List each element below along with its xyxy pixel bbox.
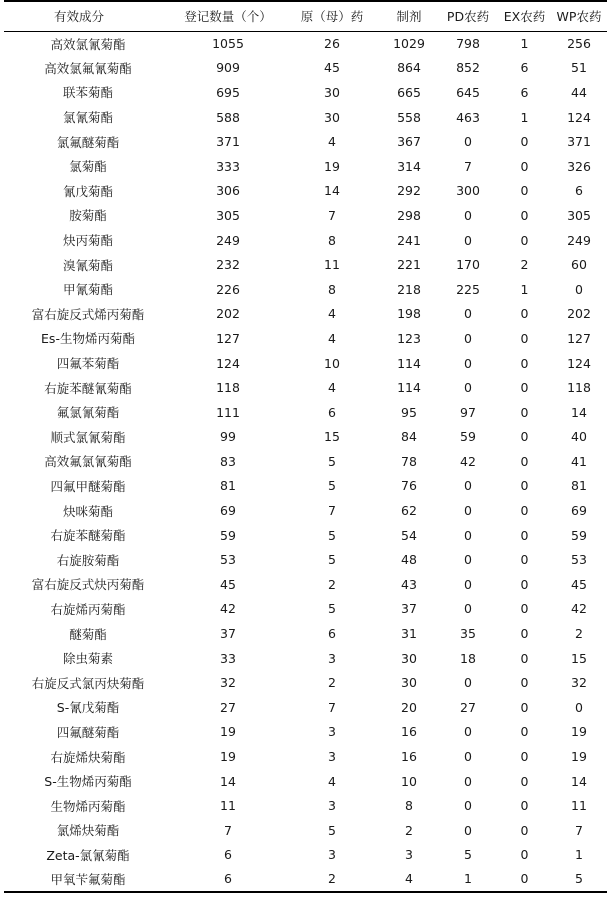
pd-cell: 0 <box>464 503 472 519</box>
table-row <box>4 621 607 646</box>
ingredient-cell: Zeta-氯氰菊酯 <box>46 847 130 863</box>
wp-cell: 326 <box>567 158 591 174</box>
ex-cell: 0 <box>520 650 529 666</box>
ingredient-cell: 右旋胺菊酯 <box>56 552 120 568</box>
pd-cell: 0 <box>464 601 472 617</box>
formulation-cell: 114 <box>397 380 421 396</box>
pd-cell: 0 <box>464 773 472 789</box>
ingredient-cell: 生物烯丙菊酯 <box>50 798 126 814</box>
ingredient-cell: 高效氯氟氰菊酯 <box>44 60 132 76</box>
ex-cell: 1 <box>520 36 529 52</box>
formulation-header: 制剂 <box>396 9 422 25</box>
pd-cell: 852 <box>456 60 480 76</box>
ingredient-cell: 氰戊菊酯 <box>62 183 113 199</box>
wp-cell: 59 <box>571 527 587 543</box>
technical-cell: 3 <box>328 798 336 814</box>
formulation-cell: 20 <box>401 699 417 715</box>
table-row <box>4 523 607 548</box>
pd-cell: 0 <box>464 330 472 346</box>
pd-cell: 35 <box>460 626 476 642</box>
table-row <box>4 31 607 56</box>
ex-cell: 0 <box>520 183 529 199</box>
table-row <box>4 105 607 130</box>
registration-count-cell: 27 <box>220 699 236 715</box>
ingredient-cell: 除虫菊素 <box>62 651 113 667</box>
ex-cell: 0 <box>520 675 529 691</box>
ingredient-cell: 溴氰菊酯 <box>62 257 113 273</box>
ingredient-cell: 高效氟氯氰菊酯 <box>44 454 132 470</box>
ex-cell: 0 <box>520 626 529 642</box>
wp-cell: 19 <box>571 749 587 765</box>
pd-cell: 0 <box>464 232 472 248</box>
table-row <box>4 547 607 572</box>
ingredient-cell: 炔丙菊酯 <box>62 233 113 249</box>
technical-cell: 4 <box>328 773 336 789</box>
ex-cell: 6 <box>520 84 529 100</box>
technical-cell: 11 <box>324 257 340 273</box>
registration-count-cell: 695 <box>216 84 240 100</box>
table-row <box>4 793 607 818</box>
ex-cell: 0 <box>520 601 529 617</box>
ex-cell: 0 <box>520 699 529 715</box>
table-row <box>4 769 607 794</box>
wp-cell: 69 <box>571 503 587 519</box>
registration-count-cell: 69 <box>220 503 236 519</box>
wp-cell: 41 <box>571 453 587 469</box>
registration-count-cell: 371 <box>216 134 240 150</box>
technical-cell: 3 <box>328 724 336 740</box>
wp-cell: 2 <box>575 626 583 642</box>
table-row <box>4 572 607 597</box>
formulation-cell: 43 <box>401 576 417 592</box>
table-row <box>4 449 607 474</box>
pd-cell: 0 <box>464 134 472 150</box>
ingredient-cell: 醚菊酯 <box>69 626 107 642</box>
pd-cell: 27 <box>460 699 476 715</box>
pyrethroid-registration-table <box>4 0 607 893</box>
table-row <box>4 720 607 745</box>
ingredient-cell: 高效氯氰菊酯 <box>50 36 126 52</box>
wp-cell: 0 <box>575 281 583 297</box>
ex-cell: 0 <box>520 232 529 248</box>
technical-cell: 30 <box>324 84 340 100</box>
pd-cell: 0 <box>464 724 472 740</box>
formulation-cell: 1029 <box>393 36 425 52</box>
pd-cell: 42 <box>460 453 476 469</box>
formulation-cell: 292 <box>397 183 421 199</box>
pd-cell: 97 <box>460 404 476 420</box>
technical-cell: 7 <box>328 503 336 519</box>
registration-count-cell: 6 <box>224 871 232 887</box>
table-body <box>4 31 607 892</box>
pd-cell: 0 <box>464 380 472 396</box>
wp-header: WP农药 <box>556 9 602 25</box>
registration-count-cell: 909 <box>216 60 240 76</box>
wp-cell: 32 <box>571 675 587 691</box>
registration-count-cell: 202 <box>216 306 240 322</box>
pd-cell: 0 <box>464 207 472 223</box>
ex-cell: 0 <box>520 429 529 445</box>
pd-cell: 5 <box>464 847 472 863</box>
formulation-cell: 10 <box>401 773 417 789</box>
registration-count-cell: 81 <box>220 478 236 494</box>
pd-cell: 170 <box>456 257 480 273</box>
table-row <box>4 670 607 695</box>
technical-cell: 14 <box>324 183 340 199</box>
table-row <box>4 843 607 868</box>
table-row <box>4 302 607 327</box>
registration-count-cell: 42 <box>220 601 236 617</box>
formulation-cell: 16 <box>401 749 417 765</box>
formulation-cell: 31 <box>401 626 417 642</box>
pd-cell: 645 <box>456 84 480 100</box>
formulation-cell: 558 <box>397 109 421 125</box>
table-row <box>4 326 607 351</box>
technical-cell: 3 <box>328 650 336 666</box>
ex-cell: 0 <box>520 404 529 420</box>
registration-count-cell: 111 <box>216 404 240 420</box>
wp-cell: 42 <box>571 601 587 617</box>
pd-cell: 300 <box>456 183 480 199</box>
table-row <box>4 277 607 302</box>
pd-cell: 0 <box>464 306 472 322</box>
ingredient-cell: 氯氰菊酯 <box>62 110 113 126</box>
formulation-cell: 37 <box>401 601 417 617</box>
formulation-cell: 123 <box>397 330 421 346</box>
technical-cell: 5 <box>328 822 336 838</box>
wp-cell: 124 <box>567 355 591 371</box>
wp-cell: 202 <box>567 306 591 322</box>
table-row <box>4 744 607 769</box>
formulation-cell: 198 <box>397 306 421 322</box>
table-row <box>4 375 607 400</box>
ingredient-cell: 四氟苯菊酯 <box>56 356 120 372</box>
formulation-cell: 665 <box>397 84 421 100</box>
registration-count-cell: 19 <box>220 749 236 765</box>
table-row <box>4 179 607 204</box>
pd-cell: 0 <box>464 576 472 592</box>
formulation-cell: 4 <box>405 871 413 887</box>
formulation-cell: 3 <box>405 847 413 863</box>
ingredient-header: 有效成分 <box>54 9 105 25</box>
ex-cell: 1 <box>520 109 529 125</box>
table-row <box>4 867 607 892</box>
technical-cell: 5 <box>328 601 336 617</box>
ex-cell: 0 <box>520 773 529 789</box>
technical-cell: 8 <box>328 281 336 297</box>
wp-cell: 11 <box>571 798 587 814</box>
ex-cell: 0 <box>520 724 529 740</box>
registration-count-cell: 232 <box>216 257 240 273</box>
pd-cell: 0 <box>464 822 472 838</box>
technical-cell: 19 <box>324 158 340 174</box>
wp-cell: 1 <box>575 847 583 863</box>
technical-cell: 2 <box>328 871 336 887</box>
wp-cell: 305 <box>567 207 591 223</box>
formulation-cell: 30 <box>401 650 417 666</box>
technical-cell: 7 <box>328 699 336 715</box>
registration-count-cell: 226 <box>216 281 240 297</box>
formulation-cell: 84 <box>401 429 417 445</box>
pd-cell: 0 <box>464 749 472 765</box>
ingredient-cell: 右旋反式氯丙炔菊酯 <box>31 675 145 691</box>
registration-table-container <box>4 0 607 893</box>
registration-count-cell: 118 <box>216 380 240 396</box>
registration-count-cell: 127 <box>216 330 240 346</box>
pd-cell: 0 <box>464 552 472 568</box>
ingredient-cell: 氟氯氰菊酯 <box>56 405 120 421</box>
table-row <box>4 474 607 499</box>
pd-cell: 1 <box>464 871 472 887</box>
ex-cell: 2 <box>520 257 529 273</box>
wp-cell: 53 <box>571 552 587 568</box>
pd-cell: 0 <box>464 675 472 691</box>
registration-count-cell: 588 <box>216 109 240 125</box>
table-row <box>4 351 607 376</box>
formulation-cell: 78 <box>401 453 417 469</box>
registration-count-cell: 45 <box>220 576 236 592</box>
technical-cell: 26 <box>324 36 340 52</box>
table-row <box>4 154 607 179</box>
technical-cell: 7 <box>328 207 336 223</box>
ex-cell: 0 <box>520 134 529 150</box>
ingredient-cell: 联苯菊酯 <box>62 85 113 101</box>
table-row <box>4 498 607 523</box>
formulation-cell: 314 <box>397 158 421 174</box>
ingredient-cell: 甲氰菊酯 <box>62 282 113 298</box>
ex-cell: 0 <box>520 503 529 519</box>
table-row <box>4 228 607 253</box>
registration-count-cell: 11 <box>220 798 236 814</box>
wp-cell: 51 <box>571 60 587 76</box>
formulation-cell: 48 <box>401 552 417 568</box>
ingredient-cell: 右旋苯醚氰菊酯 <box>44 380 132 396</box>
ex-header: EX农药 <box>503 9 546 25</box>
wp-cell: 127 <box>567 330 591 346</box>
wp-cell: 40 <box>571 429 587 445</box>
wp-cell: 371 <box>567 134 591 150</box>
ingredient-cell: 氯烯炔菊酯 <box>56 823 120 839</box>
technical-cell: 10 <box>324 355 340 371</box>
pd-cell: 0 <box>464 527 472 543</box>
wp-cell: 249 <box>567 232 591 248</box>
registration-count-cell: 59 <box>220 527 236 543</box>
table-row <box>4 425 607 450</box>
wp-cell: 15 <box>571 650 587 666</box>
wp-cell: 118 <box>567 380 591 396</box>
registration-count-cell: 124 <box>216 355 240 371</box>
technical-cell: 5 <box>328 552 336 568</box>
ex-cell: 0 <box>520 822 529 838</box>
ingredient-cell: S-氰戊菊酯 <box>56 700 120 716</box>
pd-cell: 798 <box>456 36 480 52</box>
formulation-cell: 114 <box>397 355 421 371</box>
formulation-cell: 218 <box>397 281 421 297</box>
registration-count-cell: 19 <box>220 724 236 740</box>
ex-cell: 0 <box>520 380 529 396</box>
table-row <box>4 695 607 720</box>
table-row <box>4 129 607 154</box>
table-row <box>4 252 607 277</box>
ingredient-cell: 氯氟醚菊酯 <box>56 134 120 150</box>
registration-count-cell: 306 <box>216 183 240 199</box>
formulation-cell: 8 <box>405 798 413 814</box>
formulation-cell: 864 <box>397 60 421 76</box>
ex-cell: 0 <box>520 871 529 887</box>
formulation-cell: 95 <box>401 404 417 420</box>
ex-cell: 0 <box>520 355 529 371</box>
ex-cell: 0 <box>520 330 529 346</box>
formulation-cell: 54 <box>401 527 417 543</box>
table-row <box>4 203 607 228</box>
technical-cell: 4 <box>328 330 336 346</box>
ingredient-cell: S-生物烯丙菊酯 <box>44 774 132 790</box>
formulation-cell: 76 <box>401 478 417 494</box>
technical-cell: 2 <box>328 675 336 691</box>
formulation-cell: 298 <box>397 207 421 223</box>
registration-count-cell: 249 <box>216 232 240 248</box>
technical-header: 原（母）药 <box>300 9 364 25</box>
wp-cell: 256 <box>567 36 591 52</box>
table-row <box>4 646 607 671</box>
registration-count-cell: 53 <box>220 552 236 568</box>
ex-cell: 0 <box>520 306 529 322</box>
ex-cell: 0 <box>520 478 529 494</box>
pd-cell: 0 <box>464 478 472 494</box>
formulation-cell: 367 <box>397 134 421 150</box>
ingredient-cell: 甲氧苄氟菊酯 <box>50 871 126 887</box>
ex-cell: 1 <box>520 281 529 297</box>
table-row <box>4 400 607 425</box>
technical-cell: 30 <box>324 109 340 125</box>
registration-count-cell: 305 <box>216 207 240 223</box>
pd-cell: 7 <box>464 158 472 174</box>
table-header <box>4 1 607 31</box>
pd-cell: 59 <box>460 429 476 445</box>
table-row <box>4 597 607 622</box>
wp-cell: 44 <box>571 84 587 100</box>
wp-cell: 60 <box>571 257 587 273</box>
technical-cell: 8 <box>328 232 336 248</box>
wp-cell: 5 <box>575 871 583 887</box>
technical-cell: 6 <box>328 404 336 420</box>
technical-cell: 3 <box>328 749 336 765</box>
registration-count-cell: 99 <box>220 429 236 445</box>
registration-count-cell: 6 <box>224 847 232 863</box>
table-row <box>4 80 607 105</box>
ingredient-cell: 顺式氯氰菊酯 <box>50 429 126 445</box>
formulation-cell: 2 <box>405 822 413 838</box>
technical-cell: 45 <box>324 60 340 76</box>
ingredient-cell: 富右旋反式烯丙菊酯 <box>31 306 145 322</box>
ex-cell: 0 <box>520 527 529 543</box>
table-row <box>4 56 607 81</box>
ingredient-cell: 胺菊酯 <box>69 208 107 224</box>
formulation-cell: 221 <box>397 257 421 273</box>
formulation-cell: 16 <box>401 724 417 740</box>
registration-count-cell: 32 <box>220 675 236 691</box>
ingredient-cell: 右旋烯丙菊酯 <box>50 601 126 617</box>
header-row <box>4 1 607 31</box>
ex-cell: 0 <box>520 158 529 174</box>
technical-cell: 3 <box>328 847 336 863</box>
technical-cell: 5 <box>328 478 336 494</box>
wp-cell: 7 <box>575 822 583 838</box>
wp-cell: 14 <box>571 404 587 420</box>
ex-cell: 6 <box>520 60 529 76</box>
technical-cell: 15 <box>324 429 340 445</box>
ingredient-cell: 富右旋反式炔丙菊酯 <box>31 577 145 593</box>
technical-cell: 4 <box>328 380 336 396</box>
ingredient-cell: 右旋烯炔菊酯 <box>50 749 126 765</box>
ingredient-cell: 四氟醚菊酯 <box>56 724 120 740</box>
ingredient-cell: Es-生物烯丙菊酯 <box>41 331 135 347</box>
registration-count-cell: 83 <box>220 453 236 469</box>
table-row <box>4 818 607 843</box>
technical-cell: 6 <box>328 626 336 642</box>
formulation-cell: 62 <box>401 503 417 519</box>
technical-cell: 4 <box>328 306 336 322</box>
ingredient-cell: 右旋苯醚菊酯 <box>50 528 126 544</box>
registration-count-cell: 33 <box>220 650 236 666</box>
pd-cell: 18 <box>460 650 476 666</box>
formulation-cell: 241 <box>397 232 421 248</box>
ex-cell: 0 <box>520 847 529 863</box>
technical-cell: 5 <box>328 453 336 469</box>
pd-header: PD农药 <box>446 9 490 25</box>
wp-cell: 14 <box>571 773 587 789</box>
ex-cell: 0 <box>520 453 529 469</box>
technical-cell: 5 <box>328 527 336 543</box>
technical-cell: 4 <box>328 134 336 150</box>
registration-count-cell: 333 <box>216 158 240 174</box>
ex-cell: 0 <box>520 576 529 592</box>
ex-cell: 0 <box>520 749 529 765</box>
pd-cell: 463 <box>456 109 480 125</box>
wp-cell: 6 <box>575 183 583 199</box>
pd-cell: 0 <box>464 798 472 814</box>
registration-count-cell: 7 <box>224 822 232 838</box>
wp-cell: 45 <box>571 576 587 592</box>
wp-cell: 0 <box>575 699 583 715</box>
ingredient-cell: 四氟甲醚菊酯 <box>50 478 126 494</box>
ex-cell: 0 <box>520 798 529 814</box>
registration-count-header: 登记数量（个） <box>184 9 272 25</box>
wp-cell: 81 <box>571 478 587 494</box>
wp-cell: 19 <box>571 724 587 740</box>
registration-count-cell: 14 <box>220 773 236 789</box>
wp-cell: 124 <box>567 109 591 125</box>
registration-count-cell: 37 <box>220 626 236 642</box>
ingredient-cell: 炔咪菊酯 <box>62 503 113 519</box>
formulation-cell: 30 <box>401 675 417 691</box>
ingredient-cell: 氯菊酯 <box>69 159 107 175</box>
pd-cell: 0 <box>464 355 472 371</box>
technical-cell: 2 <box>328 576 336 592</box>
ex-cell: 0 <box>520 552 529 568</box>
registration-count-cell: 1055 <box>212 36 244 52</box>
pd-cell: 225 <box>456 281 480 297</box>
ex-cell: 0 <box>520 207 529 223</box>
